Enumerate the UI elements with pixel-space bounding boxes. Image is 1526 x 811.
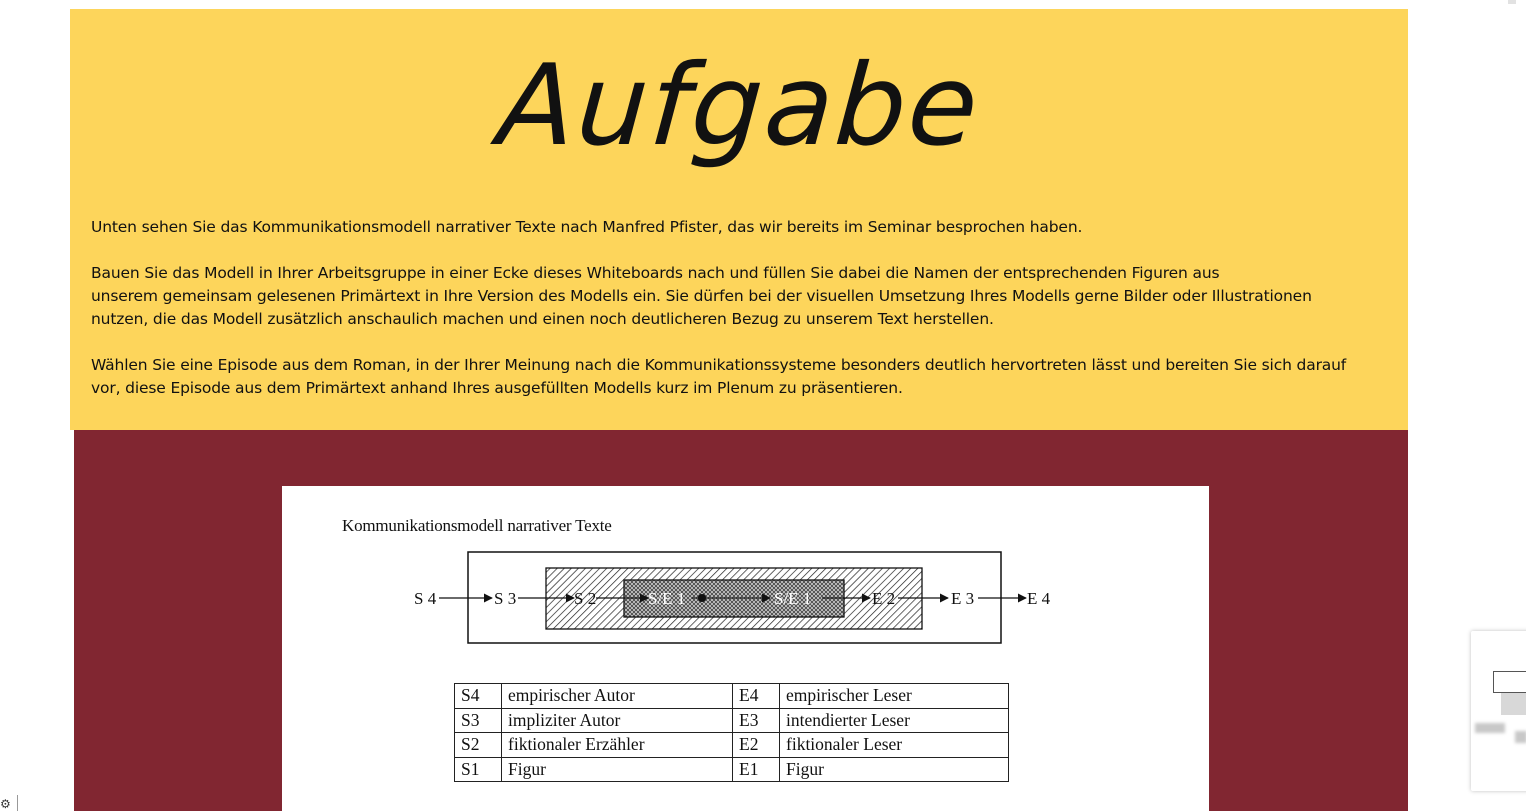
node-s3: S 3 — [494, 589, 517, 608]
model-frame-card[interactable] — [74, 430, 1408, 811]
legend-code: E3 — [733, 708, 780, 733]
paragraph-line: vor, diese Episode aus dem Primärtext anhand Ihres ausgefüllten Modells kurz im Plenum zu präsentieren. — [91, 379, 903, 397]
node-e1: S/E 1 — [774, 589, 812, 608]
minimap-panel[interactable] — [1471, 631, 1526, 791]
node-s1: S/E 1 — [648, 589, 686, 608]
legend-code: S4 — [455, 684, 502, 709]
minimap-thumbnail — [1515, 731, 1526, 743]
paragraph-line: Wählen Sie eine Episode aus dem Roman, in der Ihrer Meinung nach die Kommunikationssysteme besonders deutlich hervortreten lässt und bereiten Sie sich darauf — [91, 356, 1347, 374]
legend-description: empirischer Autor — [502, 684, 733, 709]
task-title: Aufgabe — [494, 41, 984, 171]
minimap-viewport[interactable] — [1493, 671, 1526, 693]
model-image[interactable] — [282, 486, 1209, 811]
node-s2: S 2 — [574, 589, 597, 608]
legend-description: Figur — [780, 757, 1009, 782]
legend-code: S1 — [455, 757, 502, 782]
legend-description: empirischer Leser — [780, 684, 1009, 709]
dot-s1 — [698, 594, 706, 602]
paragraph-line: Unten sehen Sie das Kommunikationsmodell narrativer Texte nach Manfred Pfister, das wir bereits im Seminar besprochen haben. — [91, 218, 1083, 236]
legend-code: S3 — [455, 708, 502, 733]
instructions-paragraph — [91, 262, 1411, 331]
paragraph-line: unserem gemeinsam gelesenen Primärtext in Ihre Version des Modells ein. Sie dürfen bei der visuellen Umsetzung Ihres Modells gerne Bilder oder Illustrationen — [91, 287, 1312, 305]
legend-description: intendierter Leser — [780, 708, 1009, 733]
node-e4: E 4 — [1027, 589, 1051, 608]
legend-description: fiktionaler Leser — [780, 733, 1009, 758]
intro-paragraph — [91, 216, 1411, 239]
legend-description: Figur — [502, 757, 733, 782]
model-caption: Kommunikationsmodell narrativer Texte — [342, 516, 612, 535]
legend-code: E1 — [733, 757, 780, 782]
table-row — [455, 708, 1009, 733]
settings-icon[interactable]: ⚙ — [0, 797, 11, 811]
node-e2: E 2 — [872, 589, 896, 608]
table-row — [455, 757, 1009, 782]
legend-code: E4 — [733, 684, 780, 709]
paragraph-line: nutzen, die das Modell zusätzlich anschaulich machen und einen noch deutlicheren Bezug zu unserem Text herstellen. — [91, 310, 994, 328]
table-row — [455, 684, 1009, 709]
legend-description: fiktionaler Erzähler — [502, 733, 733, 758]
legend-description: impliziter Autor — [502, 708, 733, 733]
minimap-thumbnail — [1475, 723, 1505, 733]
legend-code: E2 — [733, 733, 780, 758]
table-row — [455, 733, 1009, 758]
task-sticky-note[interactable] — [70, 9, 1408, 430]
paragraph-line: Bauen Sie das Modell in Ihrer Arbeitsgruppe in einer Ecke dieses Whiteboards nach und füllen Sie dabei die Namen der entsprechenden Figuren aus — [91, 264, 1220, 282]
legend-code: S2 — [455, 733, 502, 758]
corner-marker — [1508, 0, 1516, 4]
divider — [17, 795, 18, 811]
legend-table — [454, 683, 1009, 782]
communication-model-diagram — [282, 546, 1209, 656]
node-s4: S 4 — [414, 589, 437, 608]
episode-paragraph — [91, 354, 1411, 400]
node-e3: E 3 — [951, 589, 975, 608]
